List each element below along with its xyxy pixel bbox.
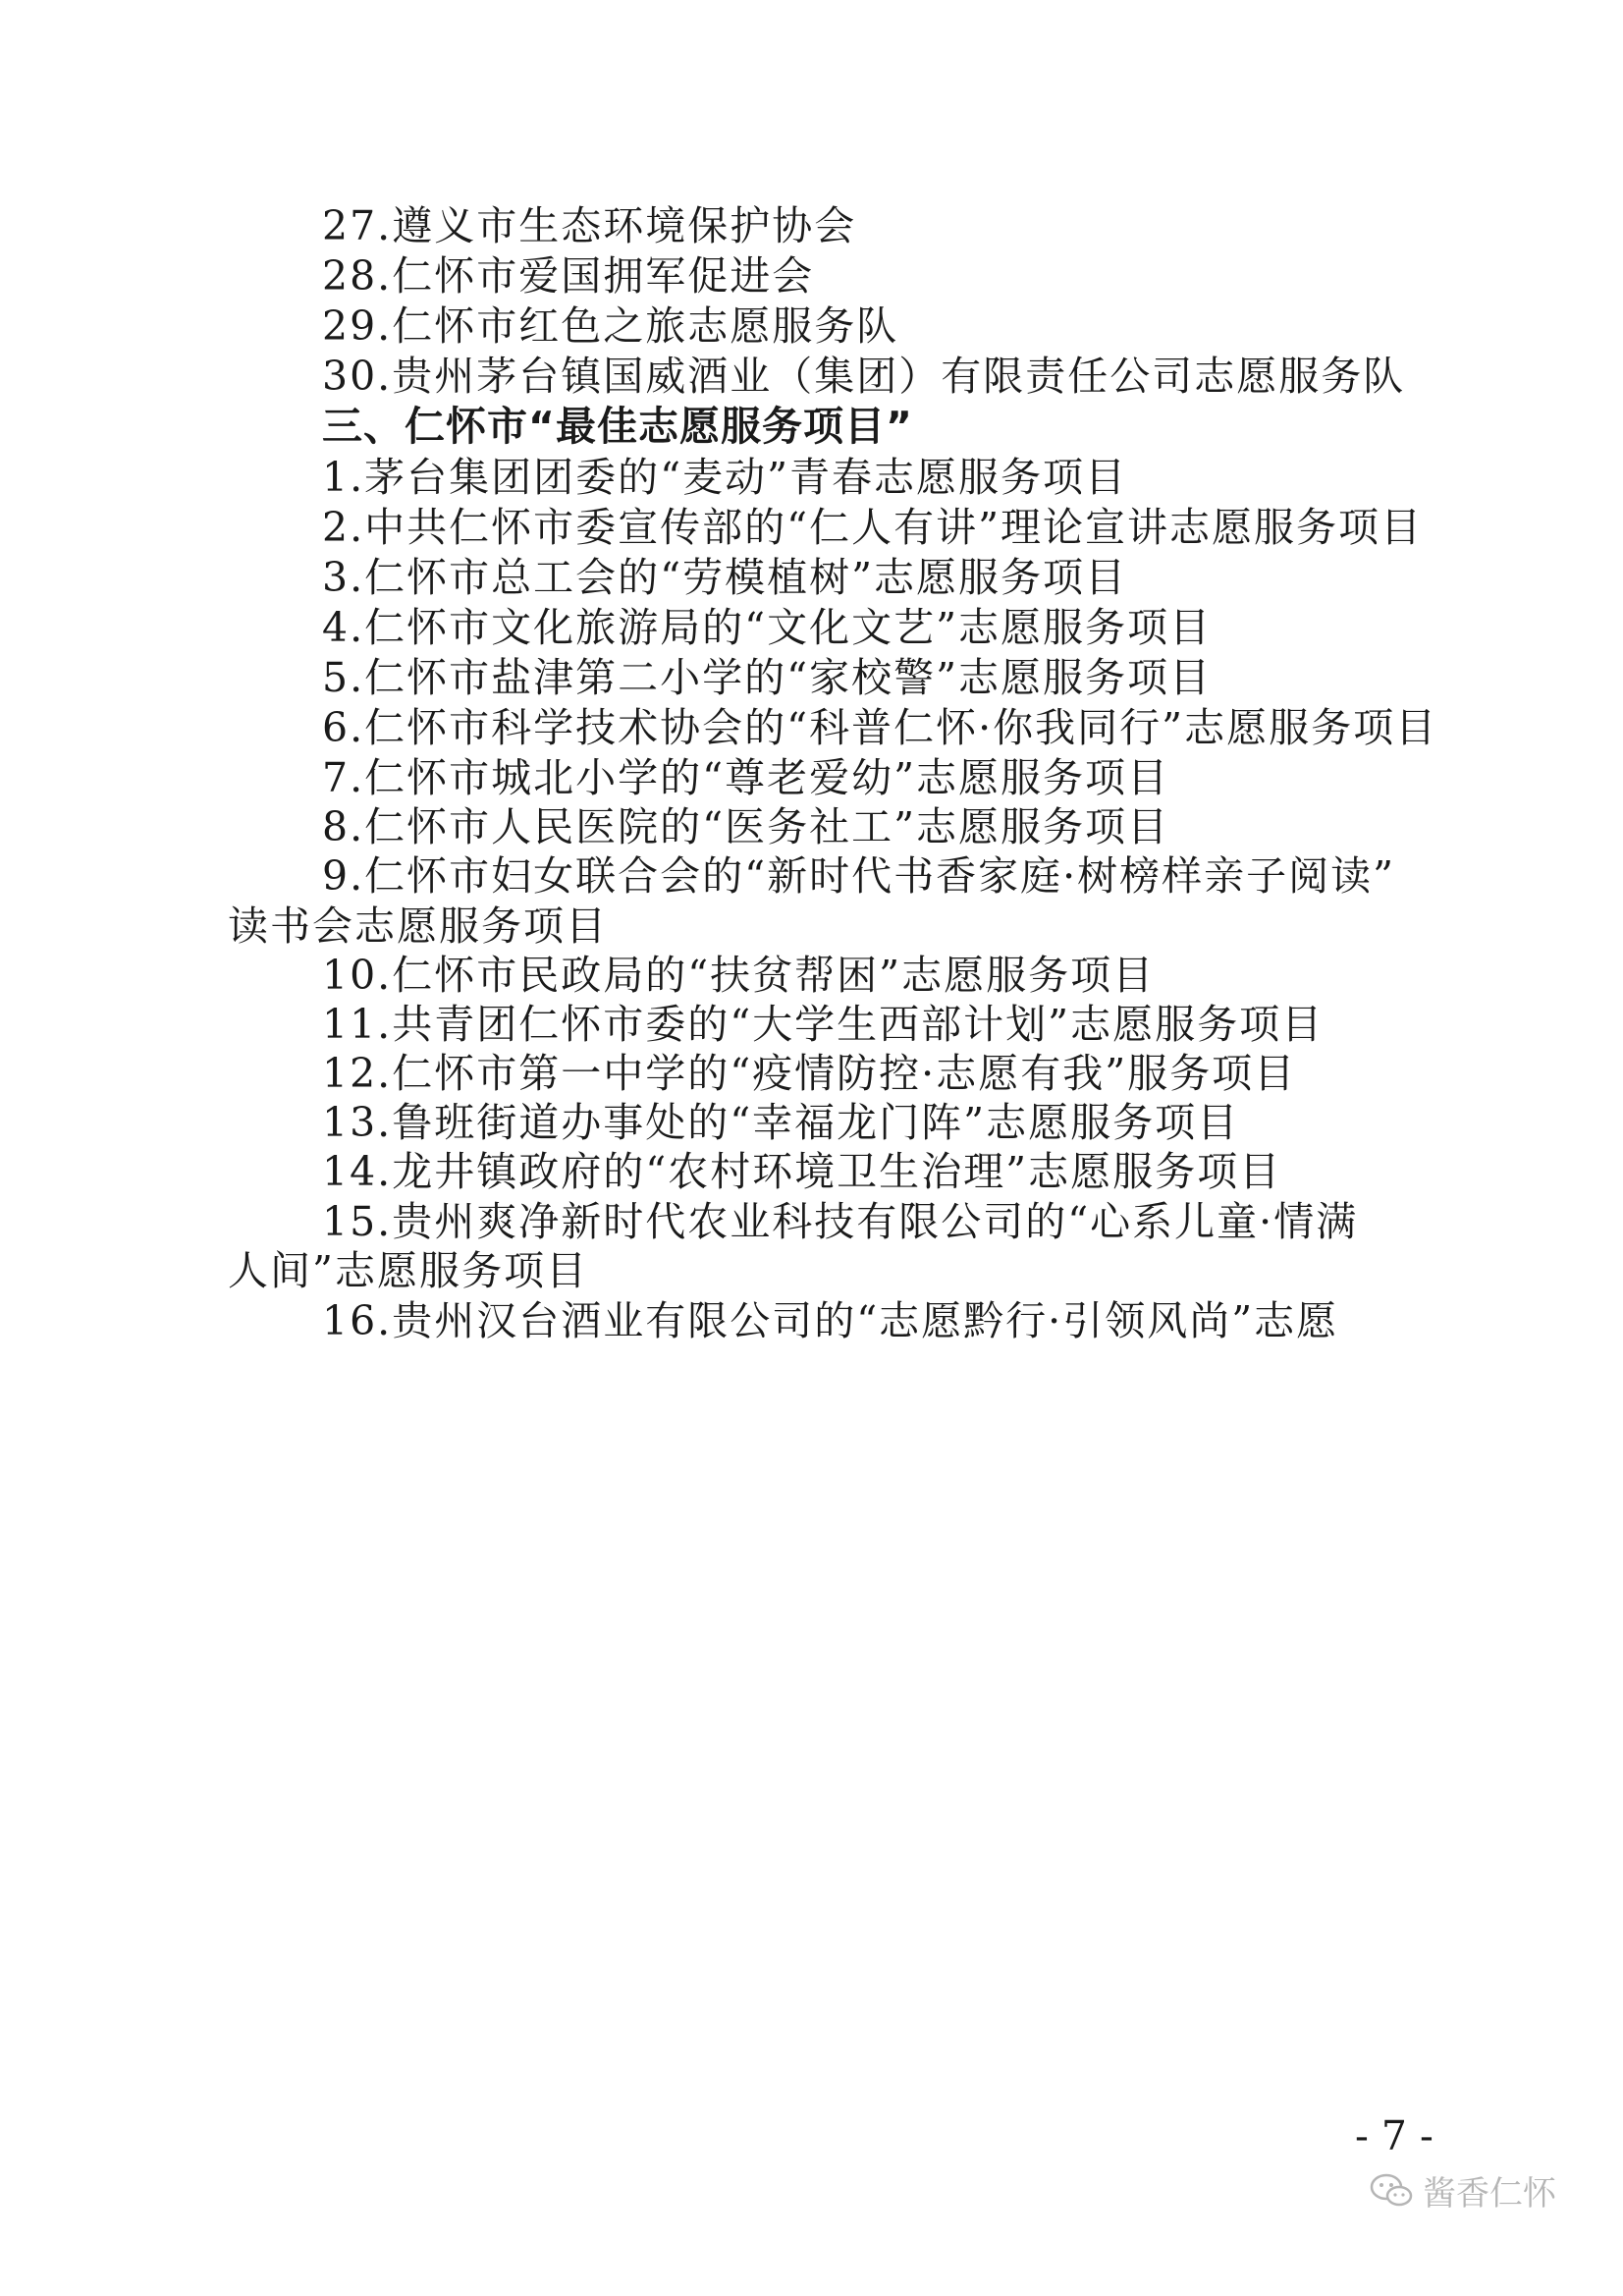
list-item: 5.仁怀市盐津第二小学的“家校警”志愿服务项目 [322, 654, 1213, 701]
wechat-icon [1370, 2172, 1413, 2208]
list-item: 11.共青团仁怀市委的“大学生西部计划”志愿服务项目 [322, 1001, 1325, 1048]
list-item: 9.仁怀市妇女联合会的“新时代书香家庭·树榜样亲子阅读” [322, 852, 1396, 900]
list-item: 15.贵州爽净新时代农业科技有限公司的“心系儿童·情满 [322, 1198, 1359, 1245]
list-item: 29.仁怀市红色之旅志愿服务队 [322, 302, 899, 350]
list-item: 4.仁怀市文化旅游局的“文化文艺”志愿服务项目 [322, 604, 1213, 651]
list-item: 27.遵义市生态环境保护协会 [322, 202, 857, 249]
list-item: 28.仁怀市爱国拥军促进会 [322, 252, 815, 300]
list-item: 14.龙井镇政府的“农村环境卫生治理”志愿服务项目 [322, 1148, 1282, 1195]
watermark [1370, 2160, 1556, 2219]
list-item-continuation: 读书会志愿服务项目 [228, 902, 608, 950]
list-item: 8.仁怀市人民医院的“医务社工”志愿服务项目 [322, 803, 1170, 850]
list-item: 12.仁怀市第一中学的“疫情防控·志愿有我”服务项目 [322, 1050, 1297, 1097]
list-item: 6.仁怀市科学技术协会的“科普仁怀·你我同行”志愿服务项目 [322, 704, 1438, 751]
list-item: 16.贵州汉台酒业有限公司的“志愿黔行·引领风尚”志愿 [322, 1297, 1339, 1344]
list-item: 10.仁怀市民政局的“扶贫帮困”志愿服务项目 [322, 952, 1156, 999]
section-heading: 三、仁怀市“最佳志愿服务项目” [322, 403, 913, 450]
list-item: 13.鲁班街道办事处的“幸福龙门阵”志愿服务项目 [322, 1099, 1240, 1146]
list-item: 30.贵州茅台镇国威酒业（集团）有限责任公司志愿服务队 [322, 353, 1406, 400]
list-item: 2.中共仁怀市委宣传部的“仁人有讲”理论宣讲志愿服务项目 [322, 504, 1424, 551]
list-item: 7.仁怀市城北小学的“尊老爱幼”志愿服务项目 [322, 754, 1170, 801]
watermark-text: 酱香仁怀 [1423, 2173, 1556, 2214]
page-number: - 7 - [1355, 2112, 1434, 2159]
list-item: 3.仁怀市总工会的“劳模植树”志愿服务项目 [322, 554, 1128, 601]
list-item: 1.茅台集团团委的“麦动”青春志愿服务项目 [322, 454, 1128, 501]
list-item-continuation: 人间”志愿服务项目 [228, 1247, 588, 1294]
